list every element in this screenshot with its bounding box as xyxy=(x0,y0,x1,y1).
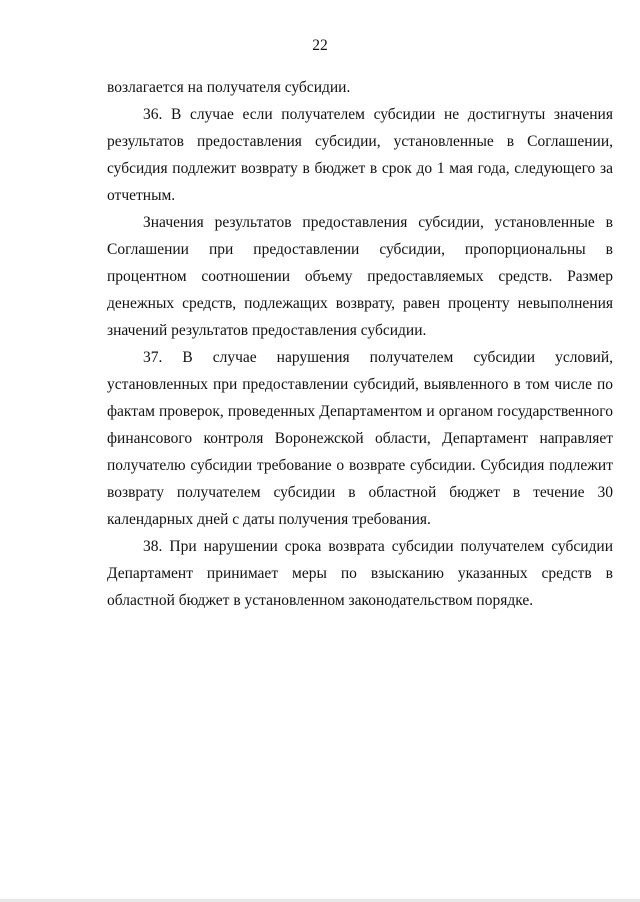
page-number: 22 xyxy=(312,37,328,54)
paragraph-clause-36: 36. В случае если получателем субсидии не достигнуты значения результатов предоставления субсидии, установленные в Соглашении, субсидия подлежит возврату в бюджет в срок до 1 мая года, следующего за отчетным. xyxy=(107,106,613,204)
document-body xyxy=(107,74,613,614)
paragraph-clause-38: 38. При нарушении срока возврата субсидии получателем субсидии Департамент принимает меры по взысканию указанных средств в областной бюджет в установленном законодательством порядке. xyxy=(107,538,613,609)
paragraph-clause-37: 37. В случае нарушения получателем субсидии условий, установленных при предоставлении субсидий, выявленного в том числе по фактам проверок, проведенных Департаментом и органом государственного финансового контроля Воронежской области, Департамент направляет получателю субсидии требование о возврате субсидии. Субсидия подлежит возврату получателем субсидии в областной бюджет в течение 30 календарных дней с даты получения требования. xyxy=(107,349,613,528)
paragraph-results-values: Значения результатов предоставления субсидии, установленные в Соглашении при предоставлении субсидии, пропорциональны в процентном соотношении объему предоставляемых средств. Размер денежных средств, подлежащих возврату, равен проценту невыполнения значений результатов предоставления субсидии. xyxy=(107,214,613,339)
paragraph-continuation: возлагается на получателя субсидии. xyxy=(107,79,351,96)
